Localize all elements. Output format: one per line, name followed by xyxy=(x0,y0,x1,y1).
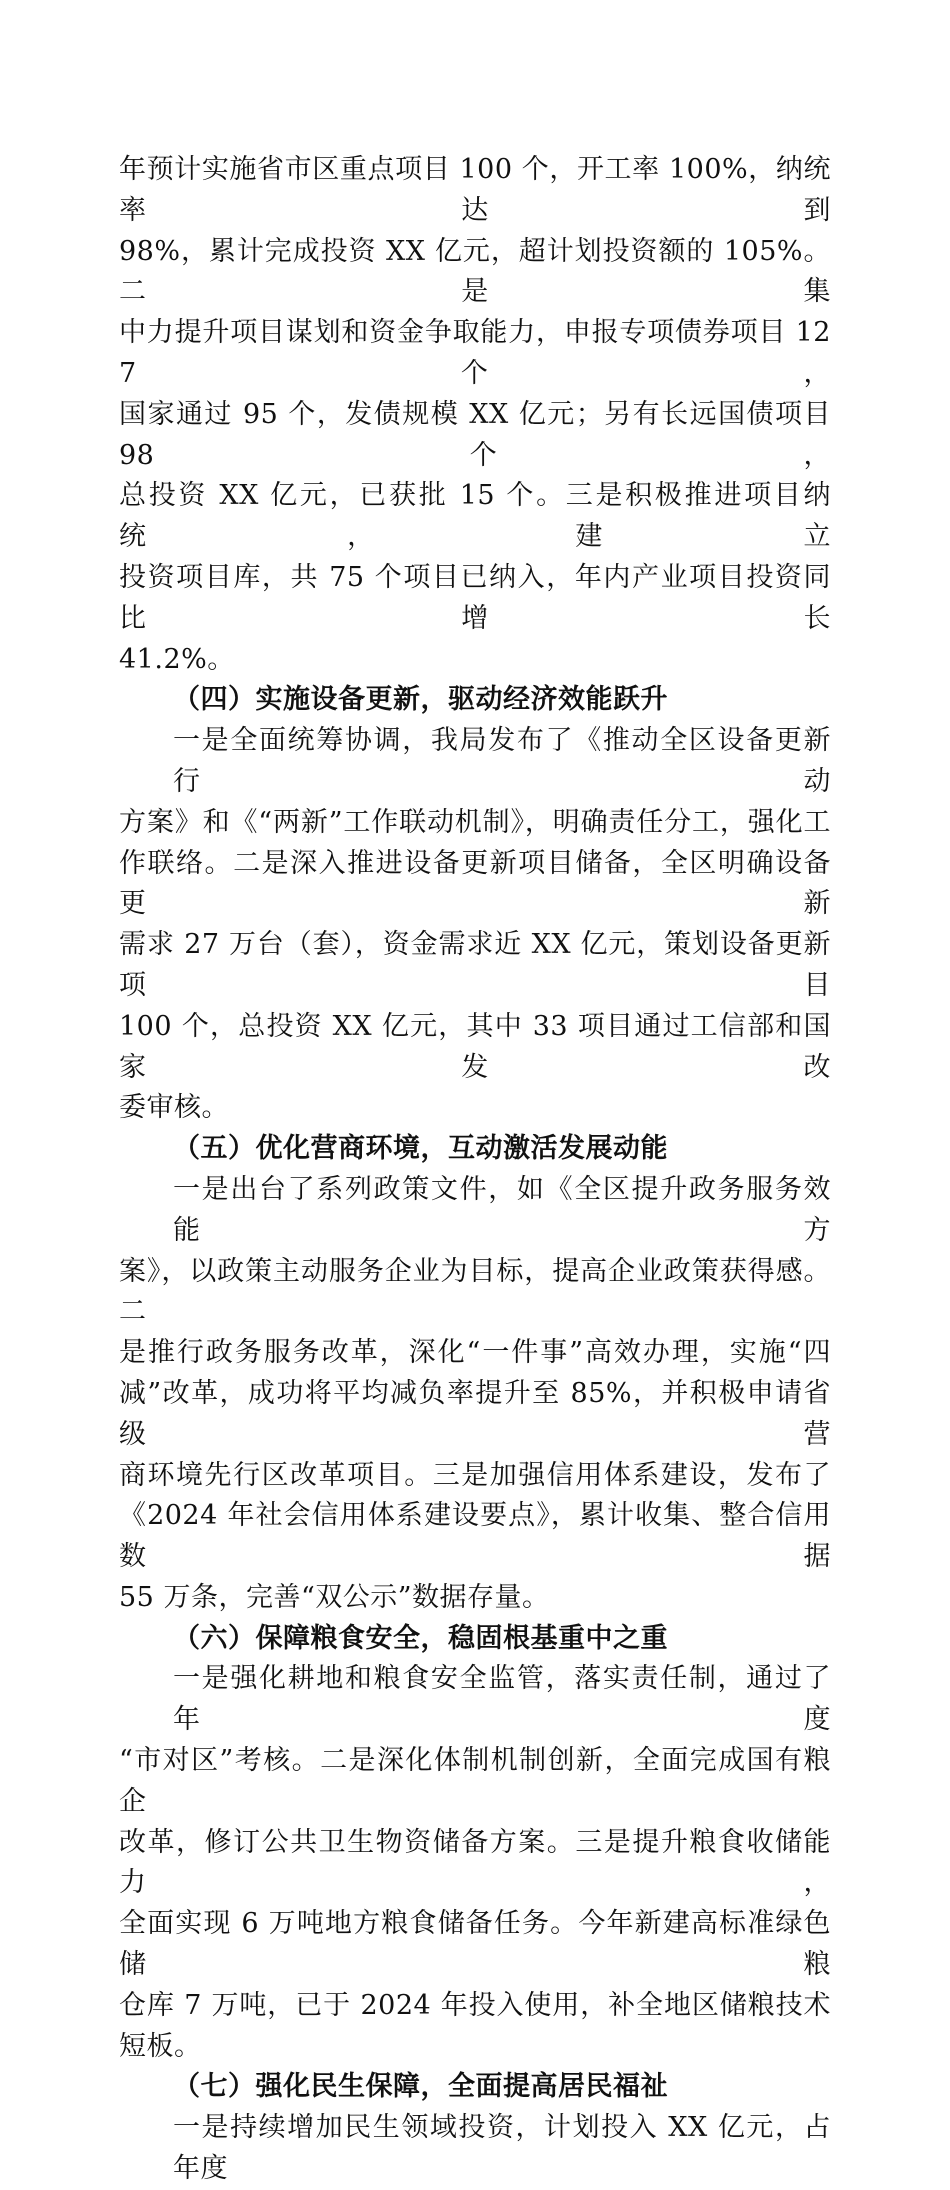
section-heading-line: （四）实施设备更新，驱动经济效能跃升 xyxy=(173,684,668,716)
paragraph-line: 减”改革，成功将平均减负率提升至 85%，并积极申请省级营 xyxy=(119,1377,831,1450)
paragraph-line: 55 万条，完善“双公示”数据存量。 xyxy=(119,1581,550,1613)
paragraph-line: 《2024 年社会信用体系建设要点》，累计收集、整合信用数据 xyxy=(119,1500,831,1573)
paragraph-line: 作联络。二是深入推进设备更新项目储备，全区明确设备更新 xyxy=(119,847,831,920)
paragraph-line: 总投资 XX 亿元，已获批 15 个。三是积极推进项目纳统，建立 xyxy=(119,480,831,553)
paragraph-line: 年预计实施省市区重点项目 100 个，开工率 100%，纳统率达到 xyxy=(119,154,831,226)
paragraph-line: 方案》和《“两新”工作联动机制》，明确责任分工，强化工 xyxy=(119,806,831,838)
paragraph-line: 100 个，总投资 XX 亿元，其中 33 项目通过工信部和国家发改 xyxy=(119,1010,831,1083)
paragraph-line: 案》，以政策主动服务企业为目标，提高企业政策获得感。二 xyxy=(119,1255,831,1328)
paragraph-line: 改革，修订公共卫生物资储备方案。三是提升粮食收储能力， xyxy=(119,1826,831,1899)
section-heading-line: （五）优化营商环境，互动激活发展动能 xyxy=(173,1133,668,1165)
paragraph-line: 国家通过 95 个，发债规模 XX 亿元；另有长远国债项目 98 个， xyxy=(119,398,841,471)
paragraph-line: 一是出台了系列政策文件，如《全区提升政务服务效能方 xyxy=(173,1173,831,1246)
section-heading-line: （七）强化民生保障，全面提高居民福祉 xyxy=(173,2071,668,2103)
paragraph-line: 一是强化耕地和粮食安全监管，落实责任制，通过了年度 xyxy=(173,1663,831,1736)
paragraph-line: 委审核。 xyxy=(119,1092,229,1124)
paragraph-line: 41.2%。 xyxy=(119,643,235,675)
paragraph-line: 全面实现 6 万吨地方粮食储备任务。今年新建高标准绿色储粮 xyxy=(119,1908,831,1981)
paragraph-line: “市对区”考核。二是深化体制机制创新，全面完成国有粮企 xyxy=(119,1745,831,1817)
document-body xyxy=(119,150,841,2190)
paragraph-line: 中力提升项目谋划和资金争取能力，申报专项债券项目 127 个， xyxy=(119,317,831,389)
paragraph-line: 仓库 7 万吨，已于 2024 年投入使用，补全地区储粮技术短板。 xyxy=(119,1989,831,2062)
paragraph-line: 98%，累计完成投资 XX 亿元，超计划投资额的 105%。二是集 xyxy=(119,235,831,308)
section-heading-line: （六）保障粮食安全，稳固根基重中之重 xyxy=(173,1622,668,1654)
paragraph-line: 商环境先行区改革项目。三是加强信用体系建设，发布了 xyxy=(119,1459,831,1491)
paragraph-line: 一是持续增加民生领域投资，计划投入 XX 亿元，占年度 xyxy=(173,2112,831,2185)
paragraph-line: 投资项目库，共 75 个项目已纳入，年内产业项目投资同比增长 xyxy=(119,561,831,634)
paragraph-line: 是推行政务服务改革，深化“一件事”高效办理，实施“四 xyxy=(119,1337,831,1369)
paragraph-line: 一是全面统筹协调，我局发布了《推动全区设备更新行动 xyxy=(173,725,831,797)
paragraph-line: 需求 27 万台（套），资金需求近 XX 亿元，策划设备更新项目 xyxy=(119,929,831,1001)
